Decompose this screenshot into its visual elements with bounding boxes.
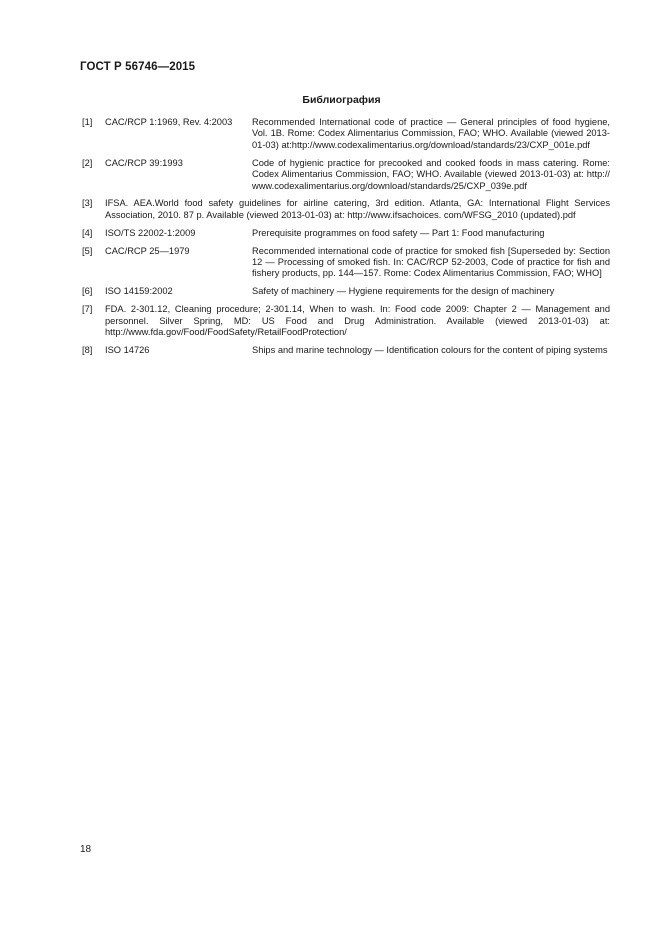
entry-reference: ISO 14726 [105, 345, 150, 355]
page-number: 18 [80, 844, 92, 855]
entry-number: [4] [82, 227, 93, 238]
entry-number: [3] [82, 198, 93, 209]
entry-full-text: FDA. 2-301.12, Cleaning procedure; 2-301.14, When to wash. In: Food code 2009: Chapter 2 — Management and personnel. Silver Spring, MD: US Food and Drug Administration. Available (viewed 2013-01-03) at: http://www.fda.gov/Food/FoodSafety/RetailFoodProtection/ [105, 304, 610, 338]
entry-number: [1] [82, 117, 93, 127]
entry-description: Code of hygienic practice for precooked and cooked foods in mass catering. Rome: Codex Alimentarius Commission, FAO; WHO. Available (viewed 2013-01-03) at: http:// www.codexalimentarius.org/download/standards/25/CXP_039e.pdf [252, 157, 610, 191]
entry-reference: CAC/RCP 39:1993 [105, 157, 183, 168]
bibliography-entry-7 [82, 304, 610, 338]
bibliography-entry-5 [82, 246, 610, 280]
entry-reference: CAC/RCP 1:1969, Rev. 4:2003 [105, 117, 233, 127]
entry-number: [7] [82, 304, 93, 315]
bibliography-entry-4 [82, 228, 610, 239]
entry-description: Recommended International code of practice — General principles of food hygiene, Vol. 1B. Rome: Codex Alimentarius Commission, FAO; WHO. Available (viewed 2013-01-03) at:http://www.codexalimentarius.org/download/standards/23/CXP_001e.pdf [252, 117, 610, 150]
entry-number: [8] [82, 345, 93, 355]
entry-full-text: IFSA. AEA.World food safety guidelines for airline catering, 3rd edition. Atlanta, GA: International Flight Services Association, 2010. 87 p. Available (viewed 2013-01-03) at: http://www.ifsachoices. com/WFSG_2010 (updated).pdf [105, 198, 610, 220]
entry-description: Ships and marine technology — Identification colours for the content of piping systems [252, 345, 608, 355]
bibliography-entry-2 [82, 158, 610, 192]
bibliography-entry-8 [82, 345, 610, 356]
bibliography-title: Библиография [302, 94, 381, 106]
bibliography-entry-6 [82, 286, 610, 297]
entry-number: [5] [82, 245, 93, 256]
entry-description: Prerequisite programmes on food safety — Part 1: Food manufacturing [252, 227, 545, 238]
entry-number: [6] [82, 286, 93, 297]
entry-description: Recommended international code of practice for smoked fish [Superseded by: Section 12 — Processing of smoked fish. In: CAC/RCP 52-2003, Code of practice for fish and fishery products, pp. 144—157. Rome: Codex Alimentarius Commission, FAO; WHO] [252, 245, 610, 279]
entry-reference: ISO/TS 22002-1:2009 [105, 227, 196, 238]
entry-description: Safety of machinery — Hygiene requirements for the design of machinery [252, 286, 555, 297]
entry-reference: CAC/RCP 25—1979 [105, 245, 190, 256]
bibliography-entry-1 [82, 117, 610, 151]
bibliography-entry-3 [82, 198, 610, 221]
document-header: ГОСТ Р 56746—2015 [80, 61, 196, 73]
entry-number: [2] [82, 157, 93, 168]
entry-reference: ISO 14159:2002 [105, 286, 173, 297]
bibliography-list [82, 117, 610, 363]
